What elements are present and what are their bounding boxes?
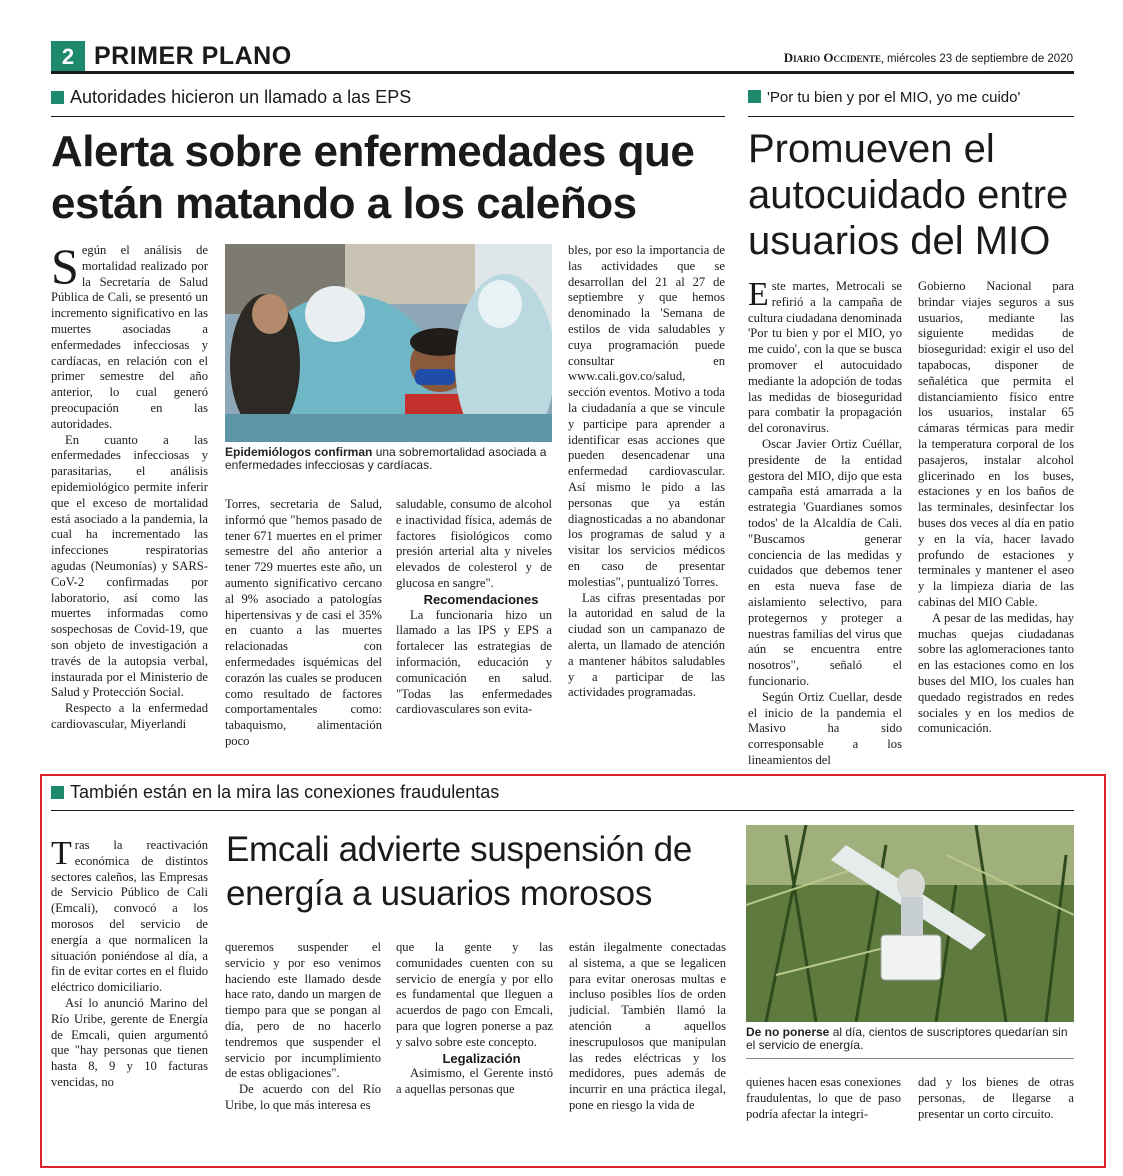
story1-column-1: Según el análisis de mortalidad realizado por la Secretaría de Salud Pública de Cali, se presentó un incremento significativo en las muertes asociadas a enfermedades infecciosas y cardíacas, en relación con el primer semestre del año anterior, lo cual generó preocupación en las autoridades. En cuanto a las enfermedades infecciosas y parasitarias, el análisis epidemiológico permite inferir que el exceso de mortalidad está asociado a la pandemia, la cual ha incrementado las infecciones respiratorias agudas (Neumonías) y SARS-CoV-2 confirmadas por laboratorio, así como las muertes informadas como sospechosas de Covid-19, que son objeto de investigación a través de la autopsia verbal, instaurada por el Ministerio de Salud y Protección Social. Respecto a la enfermedad cardiovascular, Miyerlandi [51, 238, 208, 731]
kicker-square-icon [748, 90, 761, 103]
publication-date: miércoles 23 de septiembre de 2020 [886, 53, 1073, 65]
kicker-square-icon [51, 91, 64, 104]
story3-column-6: dad y los bienes de otras personas, de llegarse a presentar un corto circuito. [918, 1075, 1074, 1121]
story3-photo-caption: De no ponerse al día, cientos de suscriptores quedarían sin el servicio de energía. [746, 1025, 1068, 1052]
story3-photo [746, 825, 1074, 1022]
paper-name: Diario Occidente [783, 50, 881, 65]
story3-headline: Emcali advierte suspensión de energía a usuarios morosos [226, 830, 693, 913]
story1-column-3: saludable, consumo de alcohol e inactividad física, además de factores fisiológicos como presión arterial alta y niveles elevados de colesterol y de glucosa en sangre". Recomendaciones La funcionaria hizo un llamado a las IPS y EPS a fortalecer las estrategias de información, educación y comunicación en salud. "Todas las enfermedades cardiovasculares son evita- [396, 497, 552, 717]
medical-workers-image [225, 244, 552, 442]
page-number: 2 [61, 44, 75, 69]
story1-kicker: Autoridades hicieron un llamado a las EPS [51, 87, 411, 108]
story2-column-2: Gobierno Nacional para brindar viajes seguros a sus usuarios, mediante las siguiente medidas de bioseguridad: exigir el uso del tapabocas, disponer de señalética que permita el distanciamiento físico entre los usuarios, instalar 65 cámaras térmicas para medir la temperatura corporal de los pasajeros, instalar alcohol glicerinado en los buses, estaciones y en los baños de las terminales, desinfectar los buses dos veces al día en patio y en la vía, hacer lavado profundo de estaciones y terminales y mantener el aseo y la limpieza diaria de las cabinas del MIO Cable. A pesar de las medidas, hay muchas quejas ciudadanas sobre las aglomeraciones tanto en las estaciones como en los buses del MIO, los cuales han quedado registrados en redes sociales y en los medios de comunicación. [918, 279, 1074, 736]
story3-column-1: Tras la reactivación económica de distintos sectores caleños, las Empresas de Servicio Público de Cali (Emcali), convocó a los morosos del servicio de energía a que normalicen la situación poniéndose al día, a fin de evitar cortes en el fluido eléctrico domiciliario. Así lo anunció Marino del Río Uribe, gerente de Energía de Emcali, quien argumentó que "hay personas que tienen hasta 8, 9 y 10 facturas vencidas, no [51, 835, 208, 1089]
lineman-bucket-truck-image [746, 825, 1074, 1022]
story2-kicker-rule [748, 116, 1074, 117]
story1-headline: Alerta sobre enfermedades que están matando a los caleños [51, 127, 695, 228]
section-title: PRIMER PLANO [94, 42, 292, 70]
kicker-square-icon [51, 786, 64, 799]
story1-kicker-rule [51, 116, 725, 117]
story3-column-4: están ilegalmente conectadas al sistema, a que se legalicen para evitar onerosas multas e incluso posibles líos de orden judicial. También llamó la atención a aquellos inescrupulosos que manipulan las redes eléctricas y los medidores, pues además de incurrir en una práctica ilegal, pone en riesgo la vida de [569, 940, 726, 1112]
story3-column-2: queremos suspender el servicio y por eso venimos haciendo este llamado desde hace rato, dando un margen de tiempo para que se pongan al día, pero de no hacerlo tendremos que suspender el servicio por incumplimiento de estas obligaciones". De acuerdo con del Río Uribe, lo que más interesa es [225, 940, 381, 1112]
story3-dropcap: T [51, 835, 72, 872]
story2-headline: Promueven el autocuidado entre usuarios del MIO [748, 127, 1069, 263]
story1-column-2: Torres, secretaria de Salud, informó que "hemos pasado de tener 671 muertes en el primer semestre del año anterior a tener 729 muertes este año, un aumento significativo cercano al 9% asociado a patologías hipertensivas y de casi el 35% en cuanto a las muertes relacionadas con enfermedades isquémicas del corazón las cuales se producen como resultado de factores comportamentales como: tabaquismo, alimentación poco [225, 497, 382, 748]
story3-kicker: También están en la mira las conexiones fraudulentas [51, 782, 499, 803]
story3-kicker-rule [51, 810, 1074, 811]
story2-kicker: 'Por tu bien y por el MIO, yo me cuido' [748, 89, 1020, 106]
story3-column-5: quienes hacen esas conexiones fraudulentas, lo que de paso podría afectar la integri- [746, 1075, 901, 1121]
story3-caption-rule [746, 1058, 1074, 1059]
story2-dropcap: E [748, 276, 769, 313]
story3-subhead: Legalización [442, 1050, 521, 1066]
paper-date-line: Diario Occidente, miércoles 23 de septiembre de 2020 [783, 50, 1073, 65]
story1-photo-caption: Epidemiólogos confirman una sobremortalidad asociada a enfermedades infecciosas y cardíacas. [225, 445, 547, 472]
story1-dropcap: S [51, 238, 79, 294]
story1-column-4: bles, por eso la importancia de las actividades que se desarrollan del 21 al 27 de septiembre y que hemos denominado la 'Semana de estilos de vida saludables y cuya programación puede consultar en www.cali.gov.co/salud, sección eventos. Motivo a toda la ciudadanía a que se vincule y participe para aprender a identificar esas acciones que pueden desencadenar una enfermedad cardiovascular. Así mismo le pido a las personas que ya están diagnosticadas a no abandonar los programas de salud y a visitar los servicios médicos en caso de presentar molestias", puntualizó Torres. Las cifras presentadas por la autoridad en salud de la ciudad son un campanazo de alerta, un llamado de atención a mantener hábitos saludables y a participar de las actividades programadas. [568, 243, 725, 700]
story3-column-3: que la gente y las comunidades cuenten con su servicio de energía y por ello es fundamental que lleguen a acuerdos de pago con Emcali, para que logren ponerse a paz y salvo sobre este concepto. Legalización Asimismo, el Gerente instó a aquellas personas que [396, 940, 553, 1097]
story1-photo [225, 244, 552, 442]
header-rule [51, 71, 1074, 74]
story1-subhead: Recomendaciones [423, 591, 539, 607]
story2-column-1: Este martes, Metrocali se refirió a la campaña de cultura ciudadana denominada 'Por tu bien y por el MIO, yo me cuido', con la que se busca promover el autocuidado mediante la adopción de todas las medidas de bioseguridad para combatir la propagación del coronavirus. Oscar Javier Ortiz Cuéllar, presidente de la entidad gestora del MIO, dijo que esta campaña está amarrada a la estrategia 'Guardianes somos todos' de la Alcaldía de Cali. "Buscamos generar conciencia de las medidas y cuidados que debemos tener en esta nueva fase de aislamiento selectivo, para protegernos y proteger a nuestras familias del virus que aún se encuentra entre nosotros", señaló el funcionario. Según Ortiz Cuellar, desde el inicio de la pandemia el Masivo ha sido corresponsable a los lineamientos del [748, 276, 902, 767]
